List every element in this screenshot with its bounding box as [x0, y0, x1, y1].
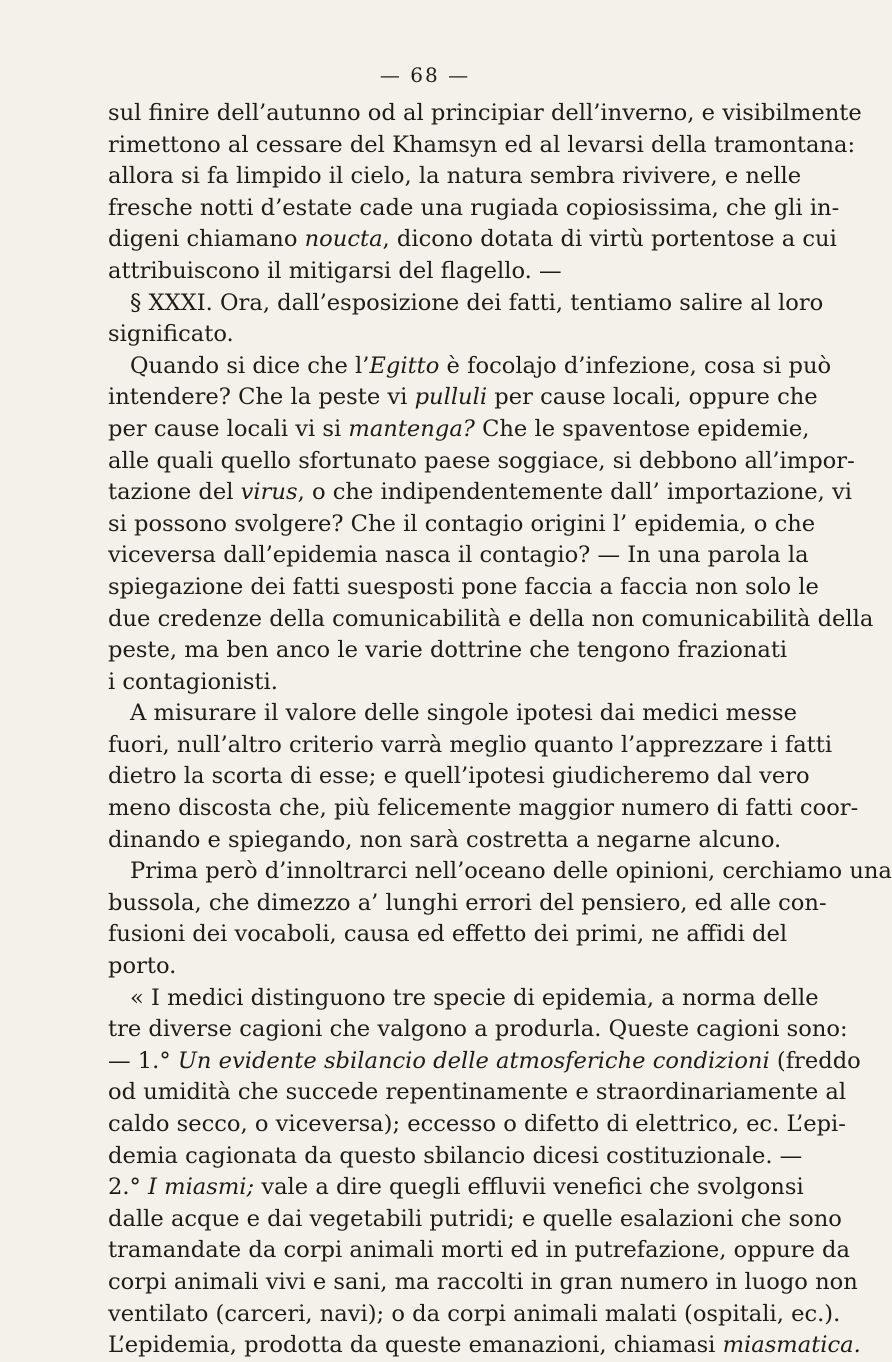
text-line: per cause locali vi si mantenga? Che le spaventose epidemie, [108, 415, 810, 442]
text-line: caldo secco, o viceversa); eccesso o difetto di elettrico, ec. L’epi- [108, 1111, 846, 1137]
text-line: fusioni dei vocaboli, causa ed effetto dei primi, ne affidi del [108, 921, 788, 948]
text-line: Prima però d’innoltrarci nell’oceano delle opinioni, cerchiamo una [130, 858, 892, 885]
body-text [108, 98, 892, 1362]
text-line: spiegazione dei fatti suesposti pone faccia a faccia non solo le [108, 573, 819, 600]
text-line: meno discosta che, più felicemente maggior numero di fatti coor- [108, 795, 859, 822]
text-line: significato. [108, 321, 234, 348]
italic-term: miasmatica. [722, 1332, 861, 1359]
text-line: Quando si dice che l’Egitto è focolajo d’infezione, cosa si può [130, 352, 832, 379]
text-line: viceversa dall’epidemia nasca il contagio? — In una parola la [108, 542, 809, 569]
text-line: i contagionisti. [108, 668, 278, 695]
italic-term: virus [240, 479, 298, 506]
text-line: tre diverse cagioni che valgono a produrla. Queste cagioni sono: [108, 1016, 848, 1043]
text-line: digeni chiamano noucta, dicono dotata di virtù portentose a cui [108, 226, 837, 253]
text-line: corpi animali vivi e sani, ma raccolti in gran numero in luogo non [108, 1268, 858, 1295]
text-line: ventilato (carceri, navi); o da corpi animali malati (ospitali, ec.). [108, 1300, 841, 1327]
text-line: od umidità che succede repentinamente e straordinariamente al [108, 1079, 847, 1106]
text-line: tazione del virus, o che indipendentemente dall’ importazione, vi [108, 479, 852, 506]
text-line: dinando e spiegando, non sarà costretta a negarne alcuno. [108, 826, 782, 853]
text-line: tramandate da corpi animali morti ed in putrefazione, oppure da [108, 1237, 850, 1264]
text-line: fresche notti d’estate cade una rugiada copiosissima, che gli in- [108, 194, 840, 221]
italic-term: Un evidente sbilancio delle atmosferiche condizioni [177, 1047, 770, 1074]
text-line: peste, ma ben anco le varie dottrine che tengono frazionati [108, 637, 788, 664]
text-line: A misurare il valore delle singole ipotesi dai medici messe [130, 700, 798, 727]
text-line: — 1.° Un evidente sbilancio delle atmosferiche condizioni (freddo [108, 1047, 861, 1074]
text-line: allora si fa limpido il cielo, la natura sembra rivivere, e nelle [108, 163, 802, 190]
text-line: demia cagionata da questo sbilancio dicesi costituzionale. — [108, 1142, 803, 1169]
italic-term: pulluli [414, 384, 488, 411]
text-line: bussola, che dimezzo a’ lunghi errori del pensiero, ed alle con- [108, 889, 827, 916]
text-line: due credenze della comunicabilità e della non comunicabilità della [108, 605, 874, 632]
text-line: L’epidemia, prodotta da queste emanazioni, chiamasi miasmatica. [108, 1332, 861, 1359]
text-line: attribuiscono il mitigarsi del flagello. — [108, 257, 562, 284]
text-line: sul finire dell’autunno od al principiar dell’inverno, e visibilmente [108, 100, 862, 126]
text-line: fuori, null’altro criterio varrà meglio quanto l’apprezzare i fatti [108, 731, 833, 758]
text-line: dalle acque e dai vegetabili putridi; e quelle esalazioni che sono [108, 1205, 842, 1232]
text-line: porto. [108, 953, 177, 980]
text-line: § XXXI. Ora, dall’esposizione dei fatti, tentiamo salire al loro [130, 289, 824, 316]
text-line: dietro la scorta di esse; e quell’ipotesi giudicheremo dal vero [108, 763, 810, 790]
italic-term: I miasmi; [148, 1174, 255, 1201]
text-line: « I medici distinguono tre specie di epidemia, a norma delle [130, 984, 819, 1011]
text-line: si possono svolgere? Che il contagio origini l’ epidemia, o che [108, 510, 816, 537]
text-line: intendere? Che la peste vi pulluli per cause locali, oppure che [108, 384, 818, 411]
italic-term: Egitto [369, 352, 440, 379]
italic-term: noucta [304, 226, 383, 253]
text-line: 2.° I miasmi; vale a dire quegli effluvii venefici che svolgonsi [108, 1174, 804, 1201]
text-line: alle quali quello sfortunato paese soggiace, si debbono all’impor- [108, 447, 855, 474]
italic-term: mantenga? [348, 415, 475, 442]
page-number-header: — 68 — [379, 63, 471, 87]
text-line: rimettono al cessare del Khamsyn ed al levarsi della tramontana: [108, 131, 856, 158]
